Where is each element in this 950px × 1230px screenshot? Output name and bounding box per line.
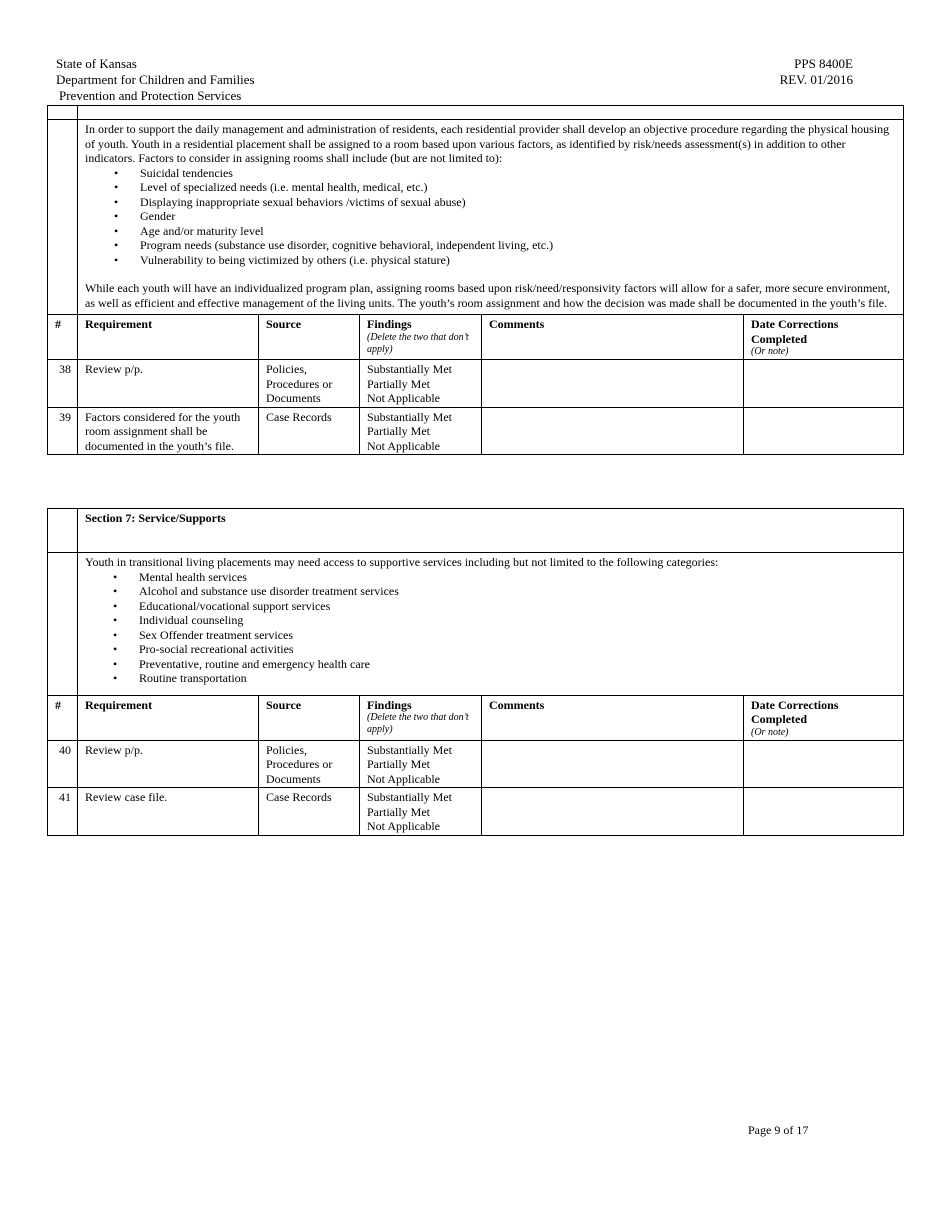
row-comments-field[interactable] — [482, 740, 744, 788]
section6-title-row — [48, 106, 904, 120]
section6-intro-row — [48, 120, 904, 315]
row-date-corrections-field[interactable] — [744, 740, 904, 788]
finding-substantially-met[interactable]: Substantially Met — [367, 362, 452, 376]
row-source: Case Records — [259, 407, 360, 455]
row-findings[interactable] — [360, 788, 482, 836]
row-comments-field[interactable] — [482, 360, 744, 408]
list-item: • Routine transportation — [139, 671, 896, 686]
row-requirement: Review case file. — [78, 788, 259, 836]
date-label: Date Corrections Completed — [751, 317, 839, 346]
list-item: • Preventative, routine and emergency health care — [139, 657, 896, 672]
list-item: • Level of specialized needs (i.e. mental health, medical, etc.) — [140, 180, 896, 195]
list-item: • Suicidal tendencies — [140, 166, 896, 181]
list-item: • Gender — [140, 209, 896, 224]
finding-partially-met[interactable]: Partially Met — [367, 757, 430, 771]
list-item: • Educational/vocational support services — [139, 599, 896, 614]
section7-intro-row — [48, 553, 904, 696]
list-item: • Age and/or maturity level — [140, 224, 896, 239]
section7-column-header-row — [48, 695, 904, 740]
list-item: • Displaying inappropriate sexual behaviors /victims of sexual abuse) — [140, 195, 896, 210]
finding-substantially-met[interactable]: Substantially Met — [367, 409, 452, 424]
row-source: Policies, Procedures or Documents — [259, 740, 360, 788]
row-date-corrections-field[interactable] — [744, 788, 904, 836]
finding-not-applicable[interactable]: Not Applicable — [367, 819, 440, 833]
table-row — [48, 740, 904, 788]
table-row — [48, 360, 904, 408]
col-num-header: # — [48, 315, 78, 360]
row-comments-field[interactable] — [482, 788, 744, 836]
finding-not-applicable[interactable]: Not Applicable — [367, 391, 440, 405]
header-department: Department for Children and Families — [56, 72, 255, 87]
header-revision: REV. 01/2016 — [779, 72, 853, 87]
row-requirement: Review p/p. — [78, 740, 259, 788]
header-state: State of Kansas — [56, 56, 137, 71]
section7-intro-text: Youth in transitional living placements may need access to supportive services including but not limited to the following categories: — [85, 555, 719, 569]
findings-note: (Delete the two that don’t apply) — [367, 712, 469, 735]
header-agency — [56, 56, 255, 104]
table-row — [48, 788, 904, 836]
finding-substantially-met[interactable]: Substantially Met — [367, 790, 452, 804]
col-findings-header — [360, 315, 482, 360]
finding-partially-met[interactable]: Partially Met — [367, 804, 430, 819]
finding-not-applicable[interactable]: Not Applicable — [367, 438, 440, 453]
col-num-header: # — [48, 695, 78, 740]
list-item: • Alcohol and substance use disorder treatment services — [139, 584, 896, 599]
row-source: Case Records — [259, 788, 360, 836]
row-source: Policies, Procedures or Documents — [259, 360, 360, 408]
date-label: Date Corrections Completed — [751, 697, 839, 726]
list-item: • Individual counseling — [139, 613, 896, 628]
col-requirement-header: Requirement — [78, 695, 259, 740]
date-note: (Or note) — [751, 726, 789, 738]
section6-intro-text: In order to support the daily management and administration of residents, each residential provider shall develop an objective procedure regarding the physical housing of youth. Youth in a residential placement shall be assigned to a room based upon various factors, as identified by risk/needs assessment(s) in addition to other indicators. Factors to consider in assigning rooms shall include (but are not limited to): — [85, 122, 890, 165]
list-item: • Vulnerability to being victimized by others (i.e. physical stature) — [140, 253, 896, 268]
section6-table — [47, 105, 904, 455]
page-number: Page 9 of 17 — [748, 1123, 809, 1137]
row-findings[interactable] — [360, 740, 482, 788]
row-date-corrections-field[interactable] — [744, 360, 904, 408]
header-form-number: PPS 8400E — [794, 56, 853, 71]
header-division: Prevention and Protection Services — [59, 88, 242, 103]
section7-services-list — [85, 570, 896, 686]
row-findings[interactable] — [360, 360, 482, 408]
col-comments-header: Comments — [482, 695, 744, 740]
col-date-header — [744, 315, 904, 360]
row-number: 38 — [48, 360, 78, 408]
col-source-header: Source — [259, 695, 360, 740]
section7-title: Section 7: Service/Supports — [78, 509, 904, 553]
finding-partially-met[interactable]: Partially Met — [367, 424, 430, 438]
page-header — [56, 56, 853, 104]
section6-factor-list — [85, 166, 896, 268]
section7-title-row — [48, 509, 904, 553]
date-note: (Or note) — [751, 346, 789, 357]
row-date-corrections-field[interactable] — [744, 407, 904, 455]
finding-not-applicable[interactable]: Not Applicable — [367, 771, 440, 786]
finding-substantially-met[interactable]: Substantially Met — [367, 742, 452, 757]
row-number: 40 — [48, 740, 78, 788]
header-docid — [780, 56, 853, 88]
findings-label: Findings — [367, 317, 412, 331]
section6-column-header-row — [48, 315, 904, 360]
col-source-header: Source — [259, 315, 360, 360]
row-requirement: Factors considered for the youth room assignment shall be documented in the youth’s file. — [78, 407, 259, 455]
row-findings[interactable] — [360, 407, 482, 455]
findings-label: Findings — [367, 697, 412, 712]
row-number: 41 — [48, 788, 78, 836]
section6-closing-text: While each youth will have an individualized program plan, assigning rooms based upon risk/need/responsivity factors will allow for a safer, more secure environment, as well as efficient and effective management of the living units. The youth’s room assignment and how the decision was made shall be documented in the youth’s file. — [85, 281, 890, 310]
table-row — [48, 407, 904, 455]
col-comments-header: Comments — [482, 315, 744, 360]
findings-note: (Delete the two that don’t apply) — [367, 331, 469, 355]
row-comments-field[interactable] — [482, 407, 744, 455]
col-requirement-header: Requirement — [78, 315, 259, 360]
list-item: • Mental health services — [139, 570, 896, 585]
list-item: • Pro-social recreational activities — [139, 642, 896, 657]
list-item: • Sex Offender treatment services — [139, 628, 896, 643]
row-requirement: Review p/p. — [78, 360, 259, 408]
col-findings-header — [360, 695, 482, 740]
finding-partially-met[interactable]: Partially Met — [367, 376, 430, 391]
list-item: • Program needs (substance use disorder, cognitive behavioral, independent living, etc.) — [140, 238, 896, 253]
row-number: 39 — [48, 407, 78, 455]
section7-table — [47, 508, 904, 836]
col-date-header — [744, 695, 904, 740]
